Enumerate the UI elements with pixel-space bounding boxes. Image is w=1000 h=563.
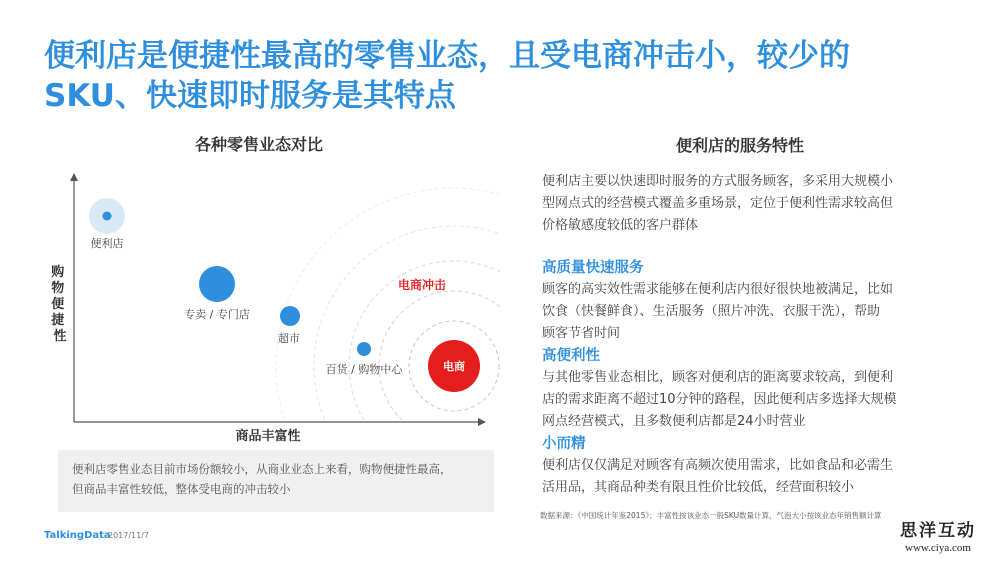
department-store-bubble — [357, 342, 371, 356]
data-source-note: 数据来源：《中国统计年鉴2015》；丰富性按该业态一般SKU数量计算，气泡大小按该业态年销售额计算 — [540, 511, 882, 520]
feature-title-quality-service: 高质量快速服务 — [542, 260, 644, 276]
supermarket-bubble — [280, 306, 300, 326]
y-axis-label — [50, 264, 69, 344]
x-axis-arrow-icon — [478, 418, 486, 426]
features-column — [542, 171, 947, 499]
watermark — [882, 521, 994, 555]
convenience-store-bubble — [103, 212, 112, 221]
impact-ring-4 — [314, 226, 500, 448]
intro-line: 型网点式的经营模式覆盖多重场景，定位于便利性需求较高但 — [542, 196, 894, 211]
title-line-2: SKU、快速即时服务是其特点 — [44, 78, 456, 114]
x-axis-label: 商品丰富性 — [235, 429, 301, 444]
title-line-1: 便利店是便捷性最高的零售业态，且受电商冲击小，较少的 — [44, 38, 850, 74]
feature-title-small-refined: 小而精 — [542, 436, 586, 452]
feature-line: 顾客节省时间 — [542, 326, 621, 341]
y-axis-label-char: 捷 — [51, 313, 65, 328]
y-axis-label-char: 物 — [51, 281, 65, 296]
diagram-heading: 各种零售业态对比 — [195, 135, 324, 154]
convenience-store-label: 便利店 — [90, 237, 124, 250]
y-axis-arrow-icon — [70, 173, 78, 181]
caption-line-1: 便利店零售业态目前市场份额较小，从商业业态上来看，购物便捷性最高， — [72, 462, 452, 476]
ecommerce-label: 电商 — [443, 360, 465, 373]
specialty-store-bubble — [199, 266, 235, 302]
intro-line: 价格敏感度较低的客户群体 — [542, 218, 699, 233]
impact-label: 电商冲击 — [398, 278, 447, 292]
retail-format-diagram — [40, 168, 500, 448]
footer-date: 2017/11/7 — [108, 531, 150, 540]
features-heading: 便利店的服务特性 — [676, 136, 805, 155]
y-axis-label-char: 购 — [51, 265, 65, 280]
watermark-url: www.ciya.com — [905, 542, 971, 554]
specialty-store-label: 专卖 / 专门店 — [184, 308, 250, 321]
feature-line: 活用品，其商品种类有限且性价比较低，经营面积较小 — [542, 480, 855, 495]
feature-line: 便利店仅仅满足对顾客有高频次使用需求，比如食品和必需生 — [542, 458, 894, 473]
impact-rings — [276, 188, 500, 448]
supermarket-label: 超市 — [278, 332, 300, 345]
y-axis-label-char: 便 — [51, 297, 65, 312]
department-store-label: 百货 / 购物中心 — [325, 363, 403, 376]
diagram-caption — [58, 450, 494, 512]
feature-line: 顾客的高实效性需求能够在便利店内很好很快地被满足，比如 — [542, 282, 894, 297]
caption-line-2: 但商品丰富性较低，整体受电商的冲击较小 — [72, 482, 291, 496]
feature-line: 与其他零售业态相比，顾客对便利店的距离要求较高，到便利 — [542, 370, 894, 385]
feature-title-high-convenience: 高便利性 — [542, 348, 600, 364]
feature-line: 饮食（快餐鲜食）、生活服务（照片冲洗、衣服干洗），帮助 — [542, 304, 881, 319]
feature-line: 店的需求距离不超过10分钟的路程，因此便利店多选择大规模 — [542, 392, 897, 407]
intro-line: 便利店主要以快速即时服务的方式服务顾客，多采用大规模小 — [542, 174, 894, 189]
page-title — [44, 36, 944, 116]
watermark-name: 思洋互动 — [900, 521, 976, 541]
feature-line: 网点经营模式，且多数便利店都是24小时营业 — [542, 414, 806, 429]
y-axis-label-char: 性 — [53, 329, 67, 344]
brand-logo: TalkingData — [44, 530, 111, 541]
